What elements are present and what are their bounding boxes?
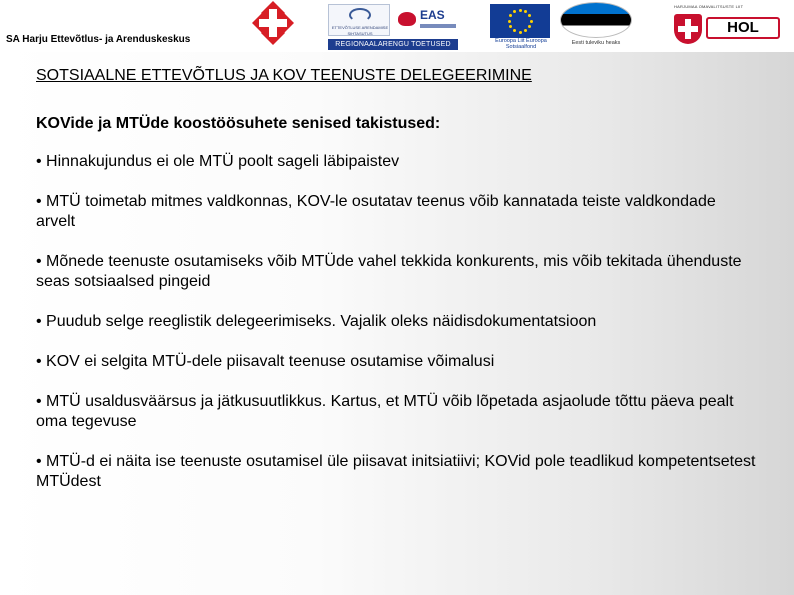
eas-flower-icon — [398, 12, 416, 26]
bullet-item: • KOV ei selgita MTÜ-dele piisavalt teenuse osutamise võimalusi — [36, 353, 495, 370]
hol-logo — [672, 4, 782, 44]
bullet-item: • Hinnakujundus ei ole MTÜ poolt sageli läbipaistev — [36, 153, 400, 170]
eu-star-icon — [519, 31, 522, 34]
slide-title: SOTSIAALNE ETTEVÕTLUS JA KOV TEENUSTE DELEGEERIMINE — [36, 67, 532, 84]
hol-shield-icon — [674, 14, 702, 44]
eu-flag-icon — [490, 4, 550, 38]
eu-star-icon — [508, 20, 511, 23]
header-bar — [0, 0, 794, 52]
eu-star-icon — [509, 14, 512, 17]
eu-star-icon — [528, 14, 531, 17]
red-cross-logo-icon — [248, 0, 298, 46]
slide-subheading: KOVide ja MTÜde koostöösuhete senised takistused: — [36, 115, 441, 132]
eu-star-icon — [528, 25, 531, 28]
hol-wordmark: HOL — [706, 17, 780, 39]
ettevotluse-logo — [328, 4, 390, 36]
organization-name: SA Harju Ettevõtlus- ja Arenduskeskus — [6, 34, 191, 45]
estonia-caption: Eesti tuleviku heaks — [571, 40, 621, 46]
eu-star-icon — [513, 29, 516, 32]
eu-star-icon — [524, 10, 527, 13]
eu-caption: Euroopa Liit Euroopa Sotsiaalfond — [495, 38, 547, 50]
slide-content — [36, 66, 756, 492]
ettevotluse-logo-text: ETTEVÕTLUSE ARENDAMISE SIHTASUTUS — [331, 25, 389, 36]
eu-star-icon — [519, 9, 522, 12]
bullet-item: • Mõnede teenuste osutamiseks võib MTÜde vahel tekkida konkurents, mis võib tekitada ühenduste seas sotsiaalsed pingeid — [36, 253, 742, 290]
regional-support-banner: REGIONAALARENGU TOETUSED — [328, 39, 458, 50]
bullet-item: • MTÜ usaldusväärsus ja jätkusuutlikkus. Kartus, et MTÜ võib lõpetada asjaolude tõttu päeva pealt oma tegevuse — [36, 393, 734, 430]
bullet-item: • MTÜ toimetab mitmes valdkonnas, KOV-le osutatav teenus võib kannatada teiste valdkondade arvelt — [36, 193, 716, 230]
eu-star-icon — [513, 10, 516, 13]
eas-underline — [420, 24, 456, 28]
hol-top-text: HARJUMAA OMAVALITSUSTE LIIT — [674, 4, 744, 9]
eas-logo — [396, 4, 458, 36]
eas-logo-text: EAS — [420, 8, 445, 22]
estonia-flag-icon — [560, 2, 632, 38]
bullet-item: • MTÜ-d ei näita ise teenuste osutamisel üle piisavat initsiatiivi; KOVid pole teadlikud kompetentsetest MTÜdest — [36, 453, 756, 490]
wave-icon — [349, 8, 371, 22]
bullet-item: • Puudub selge reeglistik delegeerimiseks. Vajalik oleks näidisdokumentatsioon — [36, 313, 597, 330]
eu-star-icon — [524, 29, 527, 32]
eu-star-icon — [509, 25, 512, 28]
eu-star-icon — [530, 20, 533, 23]
